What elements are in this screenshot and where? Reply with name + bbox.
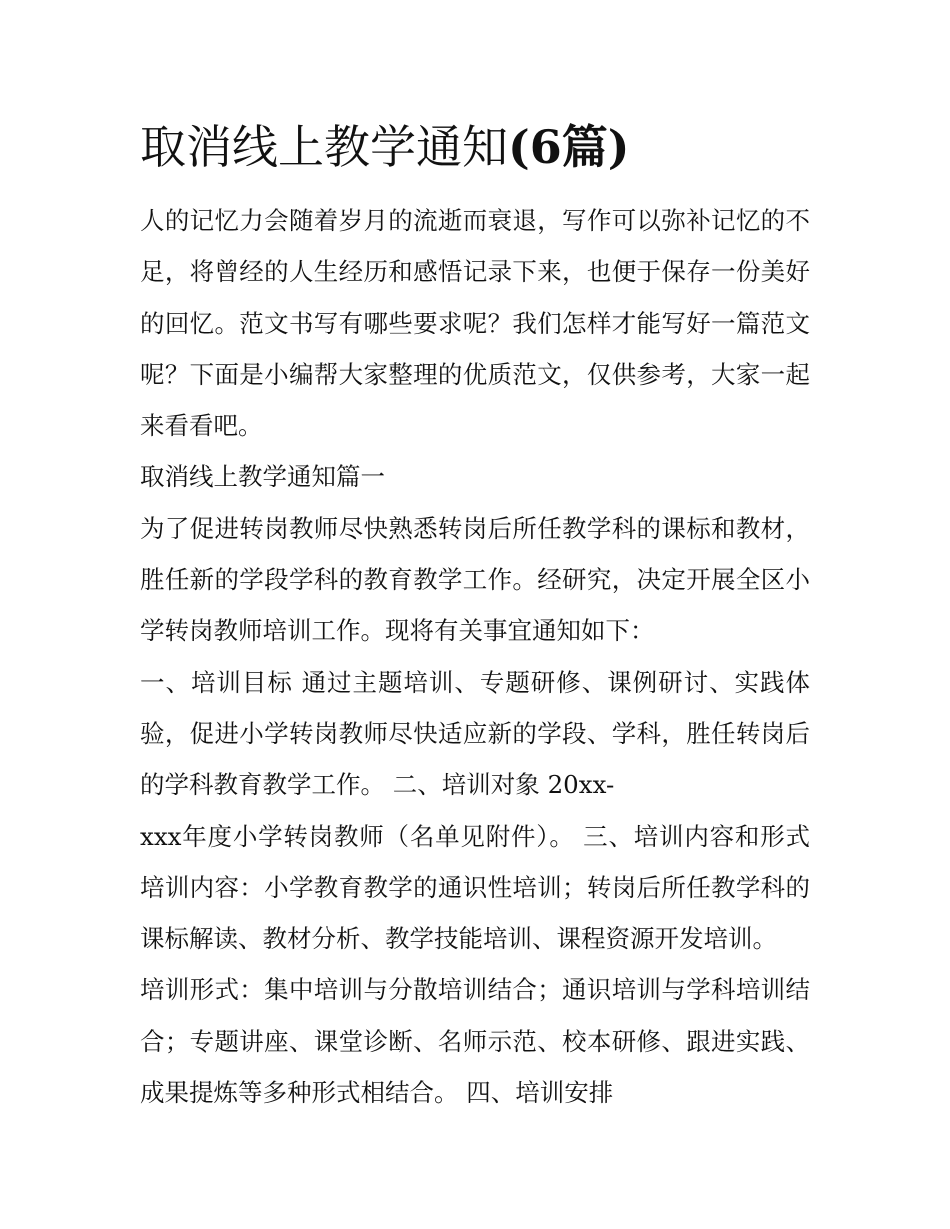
body-line: 为了促进转岗教师尽快熟悉转岗后所任教学科的课标和教材， [140, 513, 810, 543]
document-title-main: 取消线上教学通知 [140, 120, 508, 174]
body-line: 呢？下面是小编帮大家整理的优质范文，仅供参考，大家一起 [140, 359, 810, 389]
body-line: 的回忆。范文书写有哪些要求呢？我们怎样才能写好一篇范文 [140, 308, 810, 338]
body-line: 成果提炼等多种形式相结合。 四、培训安排 [140, 1078, 614, 1108]
body-line: 来看看吧。 [140, 411, 263, 441]
body-line: 合；专题讲座、课堂诊断、名师示范、校本研修、跟进实践、 [140, 1026, 810, 1056]
body-line: xxx年度小学转岗教师（名单见附件）。 三、培训内容和形式 [140, 821, 810, 851]
body-line: 课标解读、教材分析、教学技能培训、课程资源开发培训。 [140, 924, 777, 954]
section-heading: 取消线上教学通知篇一 [140, 462, 385, 492]
document-title [140, 112, 630, 182]
body-line: 的学科教育教学工作。 二、培训对象 20xx- [140, 770, 615, 800]
body-line: 学转岗教师培训工作。现将有关事宜通知如下： [140, 616, 655, 646]
body-line: 培训形式：集中培训与分散培训结合；通识培训与学科培训结 [140, 975, 810, 1005]
body-line: 培训内容：小学教育教学的通识性培训；转岗后所任教学科的 [140, 872, 810, 902]
document-body [140, 195, 820, 1118]
body-line: 一、培训目标 通过主题培训、专题研修、课例研讨、实践体 [140, 667, 810, 697]
body-line: 人的记忆力会随着岁月的流逝而衰退，写作可以弥补记忆的不 [140, 206, 810, 235]
document-title-suffix: (6篇) [508, 120, 630, 174]
body-line: 验，促进小学转岗教师尽快适应新的学段、学科，胜任转岗后 [140, 718, 810, 748]
body-line: 胜任新的学段学科的教育教学工作。经研究，决定开展全区小 [140, 565, 810, 595]
body-line: 足，将曾经的人生经历和感悟记录下来，也便于保存一份美好 [140, 257, 810, 287]
